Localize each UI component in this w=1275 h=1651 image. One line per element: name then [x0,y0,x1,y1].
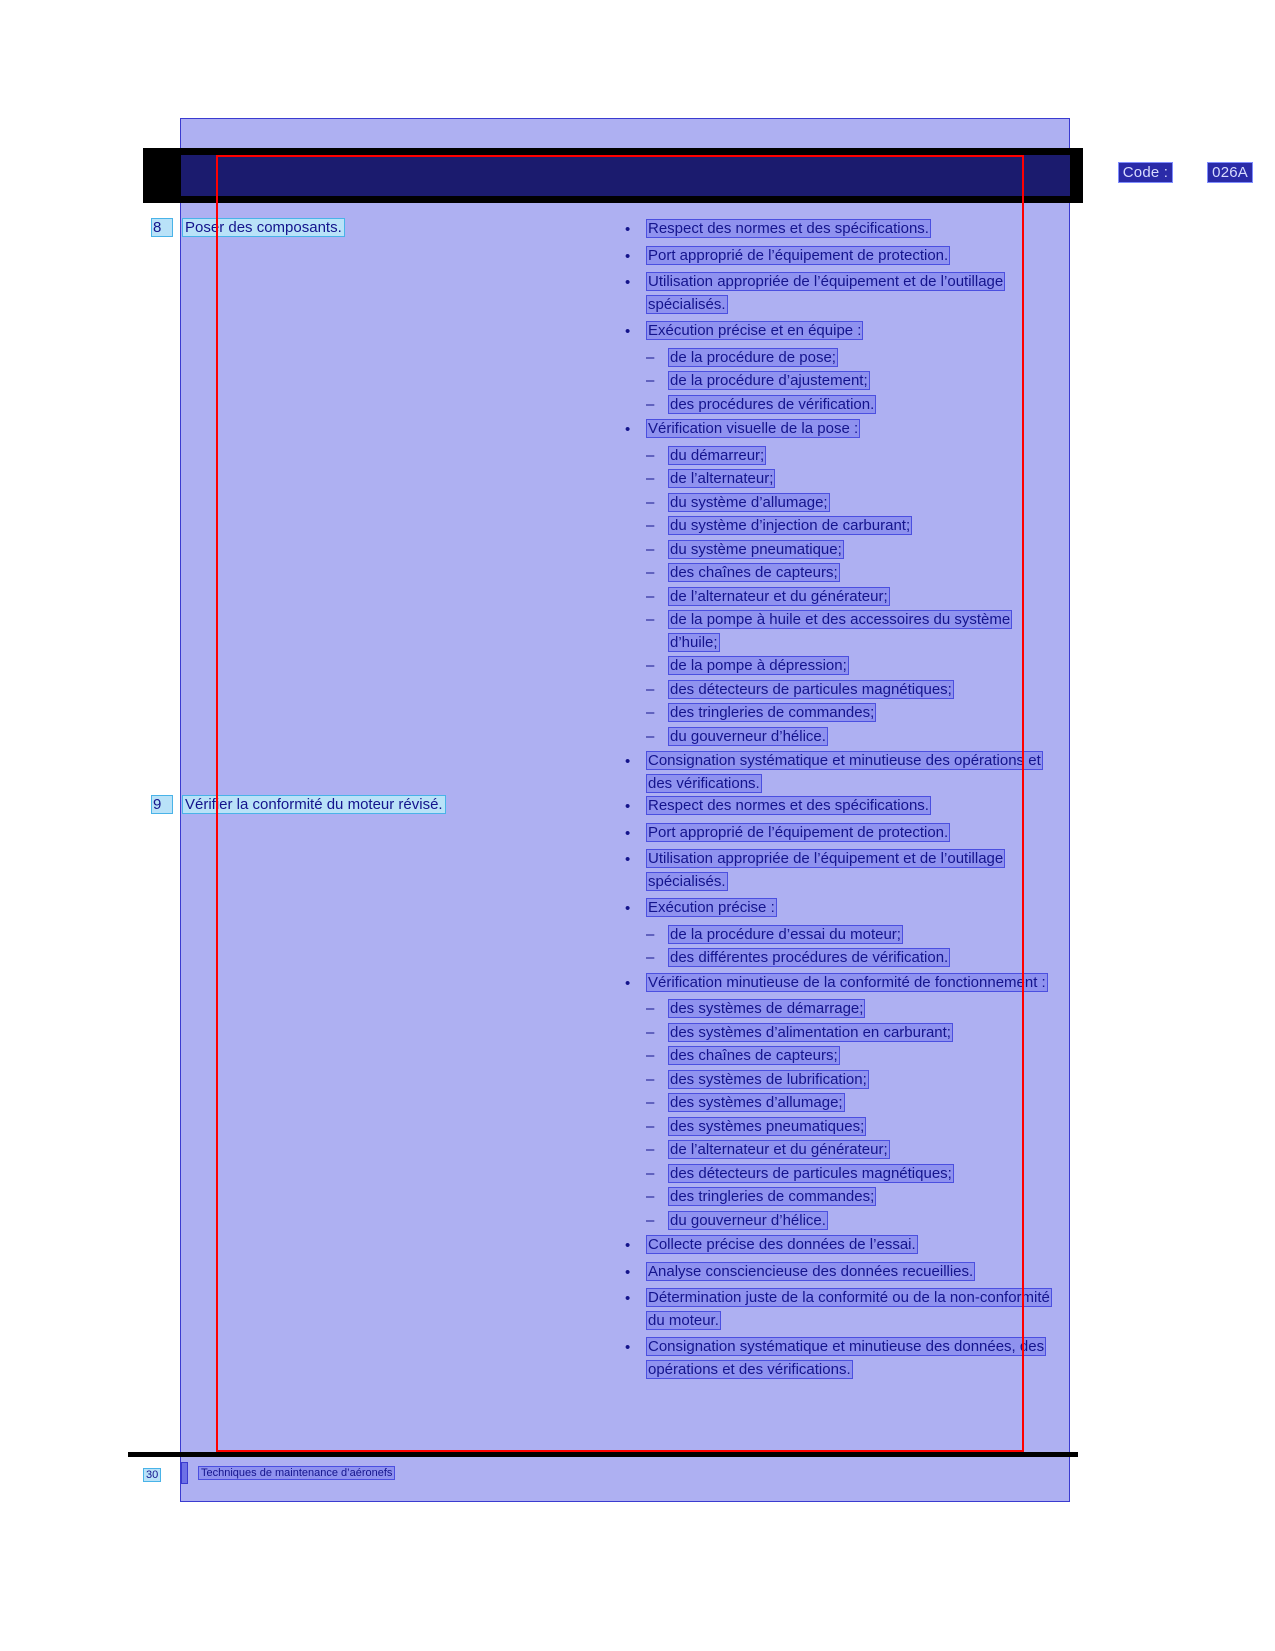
bullet-icon: • [625,900,631,917]
dash-icon: – [646,1211,655,1229]
sub-item [622,679,1052,702]
criterion-text: Exécution précise : [648,899,775,916]
dash-icon: – [646,1000,655,1017]
criterion-item [622,245,1052,268]
sub-item [622,515,1052,538]
sub-item-text: de l’alternateur; [670,470,774,487]
dash-icon: – [646,348,655,366]
criterion-item [622,972,1052,995]
criterion-item [622,750,1052,795]
sub-item-text: des tringleries de commandes; [670,1188,875,1205]
dash-icon: – [646,657,655,674]
sub-item-text: des systèmes de démarrage; [670,1000,864,1017]
code-label: Code : [1118,162,1173,183]
task-number: 8 [151,218,173,237]
bullet-icon: • [625,421,631,438]
criterion-item [622,822,1052,845]
bullet-icon: • [625,974,631,992]
criterion-text: Vérification visuelle de la pose : [648,420,859,437]
dash-icon: – [646,587,655,605]
sub-item [622,370,1052,393]
sub-item [622,1092,1052,1115]
sub-item-text: de la pompe à dépression; [670,657,847,674]
criterion-text: Analyse consciencieuse des données recueillies. [648,1262,974,1280]
sub-item-text: du système d’allumage; [670,493,828,511]
dash-icon: – [646,727,655,745]
bullet-icon: • [625,1263,631,1281]
dash-icon: – [646,611,655,628]
bullet-icon: • [625,274,631,291]
sub-item [622,609,1052,654]
dash-icon: – [646,680,655,698]
dash-icon: – [646,1188,655,1205]
sub-item-text: des détecteurs de particules magnétiques; [670,1164,952,1182]
dash-icon: – [646,949,655,966]
bullet-icon: • [625,851,631,868]
dash-icon: – [646,1141,655,1158]
sub-item [622,1045,1052,1068]
criterion-text: Port approprié de l’équipement de protection. [648,246,949,264]
sub-item [622,347,1052,370]
criterion-item [622,1336,1052,1381]
sub-item-text: des chaînes de capteurs; [670,1047,838,1064]
criterion-text: Respect des normes et des spécifications. [648,220,929,237]
code-value: 026A [1207,162,1253,183]
sub-item [622,1186,1052,1209]
sub-item-text: de la procédure d’essai du moteur; [670,925,901,943]
criterion-text: Collecte précise des données de l’essai. [648,1236,916,1253]
bullet-icon: • [625,824,631,842]
dash-icon: – [646,1070,655,1088]
sub-item [622,924,1052,947]
sub-item-text: de l’alternateur et du générateur; [670,587,888,605]
sub-item [622,655,1052,678]
dash-icon: – [646,1094,655,1111]
dash-icon: – [646,564,655,581]
sub-item-text: des systèmes d’alimentation en carburant; [670,1023,951,1041]
sub-item [622,492,1052,515]
sub-item [622,702,1052,725]
sub-item [622,998,1052,1021]
sub-item-text: des systèmes d’allumage; [670,1094,843,1111]
sub-item [622,586,1052,609]
sub-item [622,445,1052,468]
sub-item-text: de la procédure de pose; [670,348,836,366]
dash-icon: – [646,1023,655,1041]
criteria-column [622,218,1052,799]
sub-item [622,394,1052,417]
footer-rule [128,1452,1078,1457]
criterion-item [622,218,1052,241]
criterion-item [622,1234,1052,1257]
sub-item [622,1139,1052,1162]
sub-item [622,1116,1052,1139]
criterion-item [622,320,1052,343]
criterion-text: Port approprié de l’équipement de protection. [648,823,949,841]
criterion-item [622,795,1052,818]
criterion-text: Consignation systématique et minutieuse des opérations et des vérifications. [648,752,1041,792]
bullet-icon: • [625,323,631,340]
sub-item-text: du démarreur; [670,446,765,464]
sub-item-text: des détecteurs de particules magnétiques; [670,680,952,698]
sub-item-text: de la pompe à huile et des accessoires du système d’huile; [670,611,1011,651]
footer-title: Techniques de maintenance d’aéronefs [198,1466,395,1480]
sub-item-text: des procédures de vérification. [670,395,875,413]
criterion-text: Utilisation appropriée de l’équipement et de l’outillage spécialisés. [648,273,1004,313]
dash-icon: – [646,1164,655,1182]
sub-item [622,1210,1052,1233]
sub-item-text: du gouverneur d’hélice. [670,1211,826,1229]
sub-item [622,726,1052,749]
sub-item-text: de l’alternateur et du générateur; [670,1141,888,1158]
bullet-icon: • [625,247,631,265]
criteria-column [622,795,1052,1385]
dash-icon: – [646,540,655,558]
sub-item-text: des systèmes de lubrification; [670,1070,867,1088]
criterion-item [622,1261,1052,1284]
dash-icon: – [646,517,655,534]
dash-icon: – [646,372,655,389]
dash-icon: – [646,1047,655,1064]
criterion-item [622,848,1052,893]
dash-icon: – [646,925,655,943]
sub-item-text: du système d’injection de carburant; [670,517,911,534]
bullet-icon: • [625,1339,631,1356]
criterion-text: Consignation systématique et minutieuse des données, des opérations et des vérifications. [648,1338,1045,1378]
task-number: 9 [151,795,173,814]
sub-item [622,1022,1052,1045]
criterion-item [622,1287,1052,1332]
page-number: 30 [143,1468,161,1482]
sub-item [622,562,1052,585]
task-title: Vérifier la conformité du moteur révisé. [182,795,446,814]
criterion-text: Respect des normes et des spécifications. [648,797,929,814]
footer-marker [181,1462,188,1484]
sub-item [622,539,1052,562]
sub-item-text: du système pneumatique; [670,540,842,558]
bullet-icon: • [625,1290,631,1307]
criterion-text: Exécution précise et en équipe : [648,322,862,339]
sub-item [622,1163,1052,1186]
task-title: Poser des composants. [182,218,345,237]
sub-item-text: des chaînes de capteurs; [670,564,838,581]
dash-icon: – [646,704,655,721]
sub-item-text: des systèmes pneumatiques; [670,1117,865,1135]
dash-icon: – [646,493,655,511]
criterion-text: Utilisation appropriée de l’équipement et de l’outillage spécialisés. [648,850,1004,890]
criterion-text: Vérification minutieuse de la conformité de fonctionnement : [648,973,1046,991]
sub-item-text: des différentes procédures de vérification. [670,949,949,966]
bullet-icon: • [625,1237,631,1254]
criterion-item [622,271,1052,316]
dash-icon: – [646,446,655,464]
criterion-item [622,897,1052,920]
sub-item-text: des tringleries de commandes; [670,704,875,721]
bullet-icon: • [625,753,631,770]
sub-item [622,468,1052,491]
criterion-item [622,418,1052,441]
sub-item [622,1069,1052,1092]
dash-icon: – [646,395,655,413]
dash-icon: – [646,1117,655,1135]
dash-icon: – [646,470,655,487]
sub-item [622,947,1052,970]
sub-item-text: du gouverneur d’hélice. [670,727,826,745]
bullet-icon: • [625,221,631,238]
sub-item-text: de la procédure d’ajustement; [670,372,868,389]
bullet-icon: • [625,798,631,815]
criterion-text: Détermination juste de la conformité ou de la non-conformité du moteur. [648,1289,1050,1329]
